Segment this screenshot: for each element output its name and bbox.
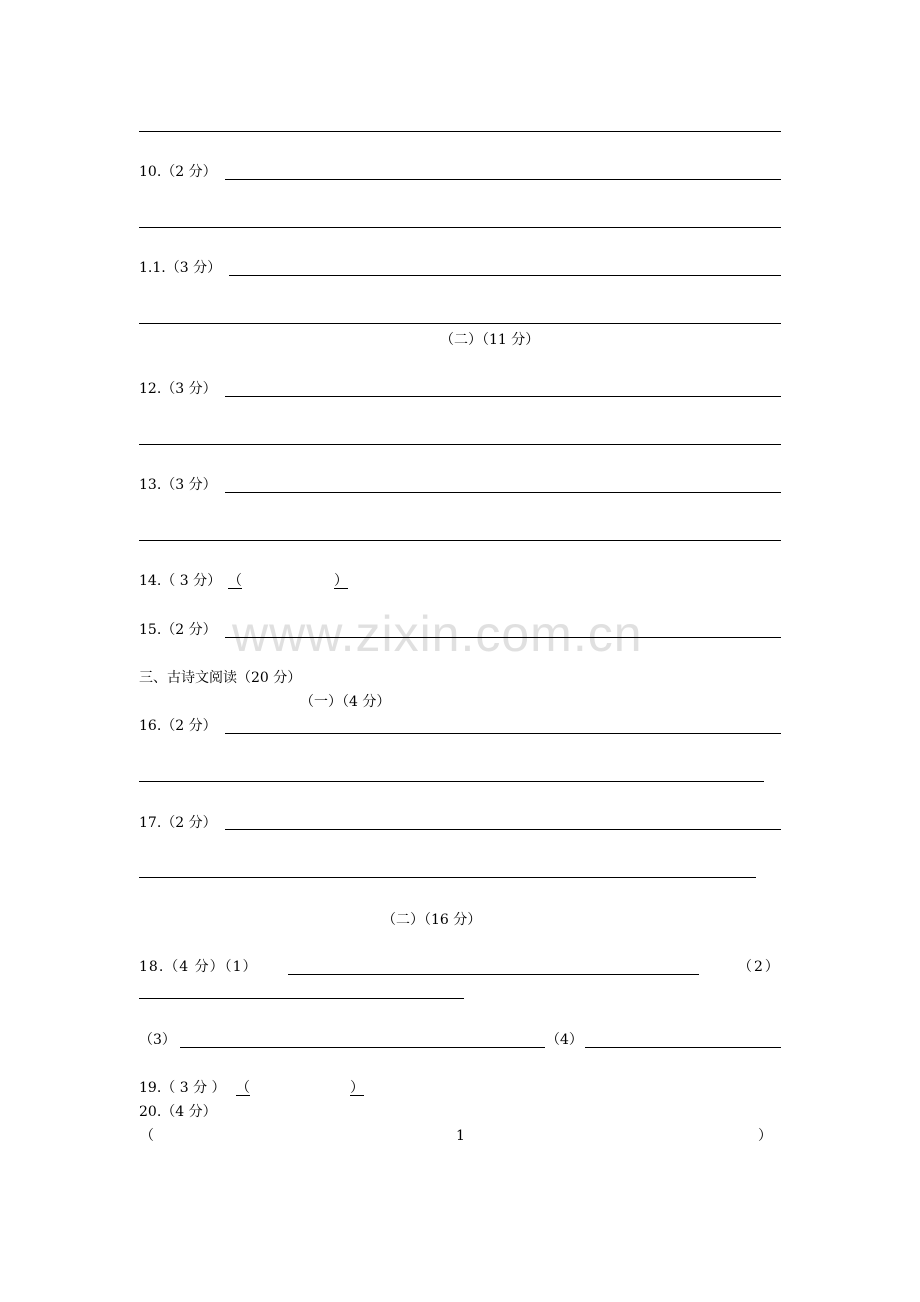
watermark: www.zixin.com.cn [232,606,643,662]
q18-part3-answer-line[interactable] [180,1047,545,1048]
q19-label: 19.（ 3 分 ） [139,1080,226,1096]
q13-label: 13.（3 分） [139,477,217,493]
q12-label: 12.（3 分） [139,381,217,397]
section-3-heading: 三、古诗文阅读（20 分） [139,670,302,686]
q18-part4-label: （4） [546,1032,583,1048]
q11-answer-line-2[interactable] [139,323,781,324]
q19-close-paren: ） [350,1080,364,1096]
page-number: 1 [456,1128,465,1144]
q13-answer-line-2[interactable] [139,540,781,541]
q17-label: 17.（2 分） [139,815,217,831]
q18-label: 18.（4 分）（1） [139,959,258,975]
q16-answer-line[interactable] [225,733,781,734]
answer-line [139,131,781,132]
q15-label: 15.（2 分） [139,622,217,638]
q18-part2-answer-line[interactable] [139,998,464,999]
section-heading-2-11: （二）（11 分） [440,332,540,348]
q15-answer-line[interactable] [225,637,781,638]
q14-answer-blank[interactable] [228,573,348,589]
q16-answer-line-2[interactable] [139,781,764,782]
q12-answer-line[interactable] [225,396,781,397]
q10-answer-line-2[interactable] [139,227,781,228]
q11-label: 1.1.（3 分） [139,260,222,276]
q14-label: 14.（ 3 分） [139,573,222,589]
q10-answer-line[interactable] [225,179,781,180]
q14-open-paren: （ [228,573,242,589]
q14-close-paren: ） [334,573,348,589]
q17-answer-line-2[interactable] [139,877,756,878]
q19-answer-blank[interactable] [236,1080,364,1096]
subsection-2-heading: （二）（16 分） [382,912,482,928]
subsection-1-heading: （一）（4 分） [300,694,391,710]
footer-close-paren: ） [758,1128,772,1144]
q18-part2-label: （2） [738,959,781,975]
q19-open-paren: （ [236,1080,250,1096]
q20-label: 20.（4 分） [139,1104,217,1120]
footer-open-paren: （ [140,1128,154,1144]
q10-label: 10.（2 分） [139,164,217,180]
q18-part4-answer-line[interactable] [585,1047,781,1048]
q13-answer-line[interactable] [225,492,781,493]
q18-part1-answer-line[interactable] [288,974,699,975]
q16-label: 16.（2 分） [139,718,217,734]
q18-part3-label: （3） [139,1032,176,1048]
q12-answer-line-2[interactable] [139,444,781,445]
q11-answer-line[interactable] [229,275,781,276]
q17-answer-line[interactable] [225,829,781,830]
